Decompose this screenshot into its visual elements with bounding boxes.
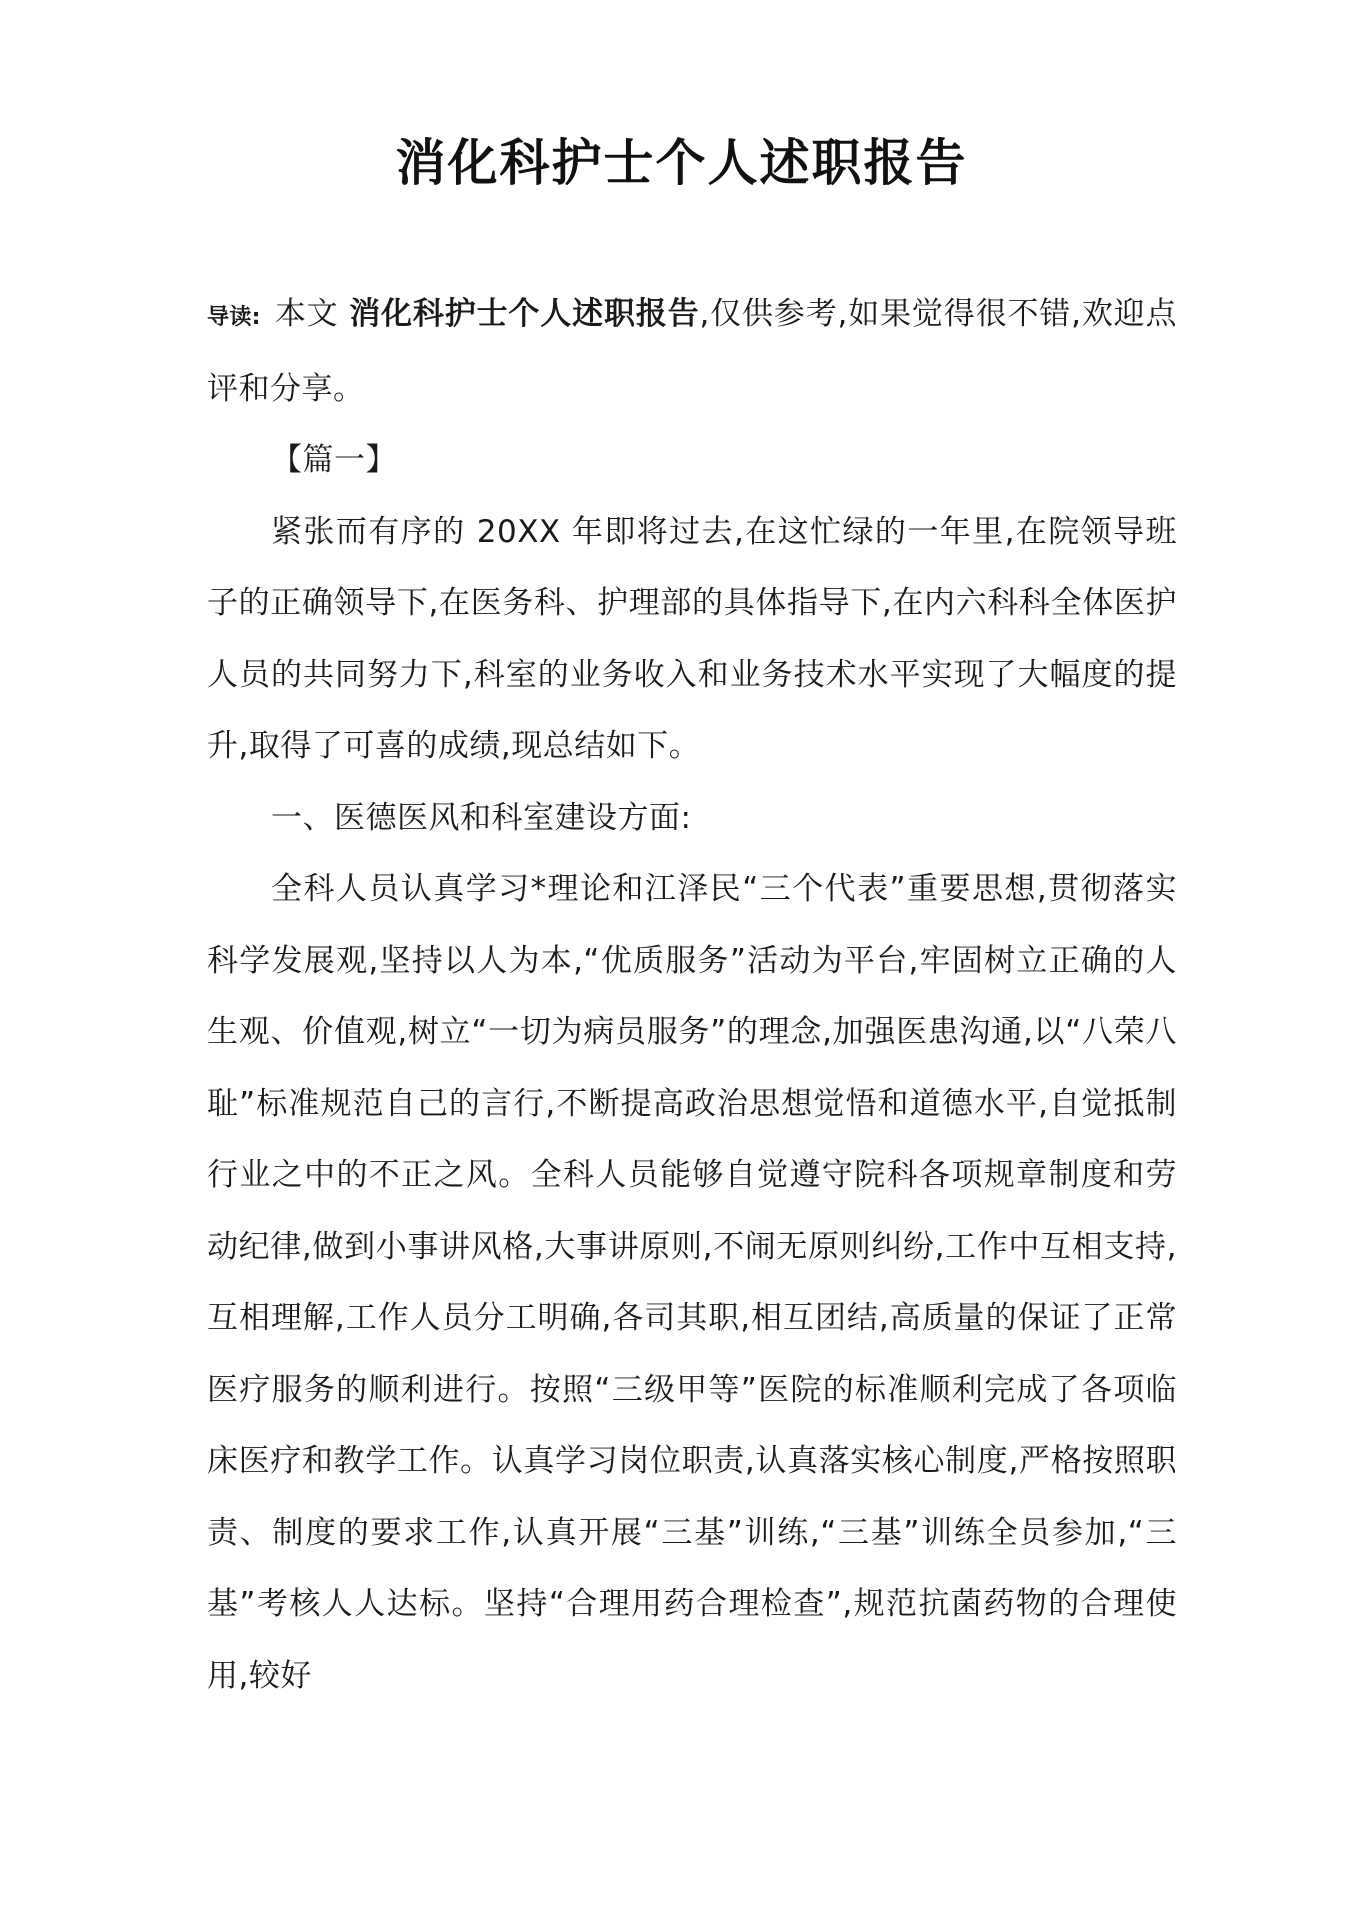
paragraph-body: 全科人员认真学习*理论和江泽民“三个代表”重要思想,贯彻落实科学发展观,坚持以人为本,“优质服务”活动为平台,牢固树立正确的人生观、价值观,树立“一切为病员服务”的理念,加强医患沟通,以“八荣八耻”标准规范自己的言行,不断提高政治思想觉悟和道德水平,自觉抵制行业之中的不正之风。全科人员能够自觉遵守院科各项规章制度和劳动纪律,做到小事讲风格,大事讲原则,不闹无原则纠纷,工作中互相支持,互相理解,工作人员分工明确,各司其职,相互团结,高质量的保证了正常医疗服务的顺利进行。按照“三级甲等”医院的标准顺利完成了各项临床医疗和教学工作。认真学习岗位职责,认真落实核心制度,严格按照职责、制度的要求工作,认真开展“三基”训练,“三基”训练全员参加,“三基”考核人人达标。坚持“合理用药合理检查”,规范抗菌药物的合理使用,较好 — [207, 871, 1177, 1694]
lead-label: 导读: — [207, 305, 261, 330]
lead-paragraph — [207, 279, 1177, 425]
paragraph-intro: 紧张而有序的 20XX 年即将过去,在这忙绿的一年里,在院领导班子的正确领导下,在医务科、护理部的具体指导下,在内六科科全体医护人员的共同努力下,科室的业务收入和业务技术水平实现了大幅度的提升,取得了可喜的成绩,现总结如下。 — [207, 513, 1177, 764]
document-title: 消化科护士个人述职报告 — [395, 133, 968, 192]
lead-title-ref: 消化科护士个人述职报告 — [349, 296, 700, 332]
section-heading: 一、医德医风和科室建设方面: — [271, 799, 692, 836]
lead-prefix: 本文 — [274, 296, 339, 332]
lead-suffix: ,仅供参考,如果觉得很不错,欢迎点评和分享。 — [207, 296, 1178, 407]
section-marker: 【篇一】 — [271, 442, 397, 478]
document-body — [207, 279, 1177, 1712]
